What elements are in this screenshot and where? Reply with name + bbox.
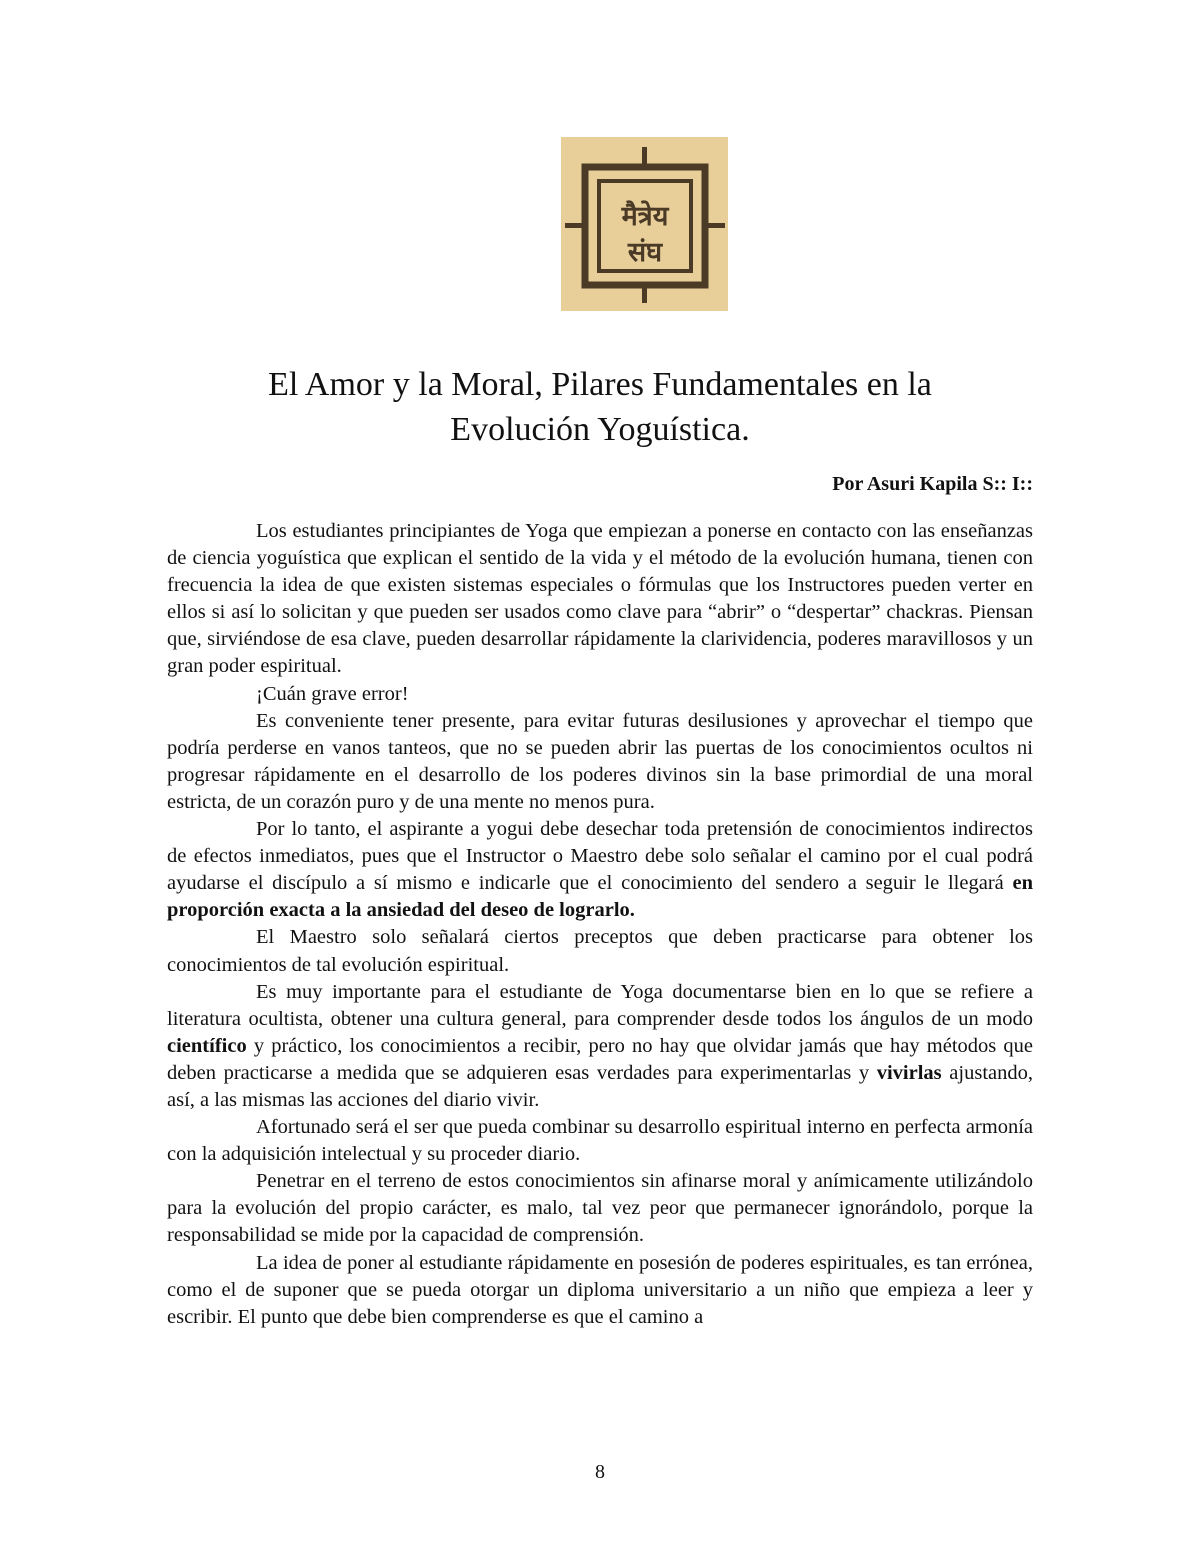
paragraph-2: ¡Cuán grave error! bbox=[256, 682, 409, 705]
article-body bbox=[167, 518, 1033, 1331]
paragraph-6-text-a: Es muy importante para el estudiante de Yoga documentarse bien en lo que se refiere a literatura ocultista, obtener una cultura general, para comprender desde todos los ángulos de un modo bbox=[167, 980, 1033, 1030]
title-line-2: Evolución Yoguística. bbox=[450, 411, 750, 448]
paragraph-7: Afortunado será el ser que pueda combinar su desarrollo espiritual interno en perfecta armonía con la adquisición intelectual y su proceder diario. bbox=[167, 1116, 1033, 1166]
paragraph-6-text-c: ajustando, así, a las mismas las acciones del diario vivir. bbox=[167, 1061, 1033, 1111]
paragraph-6-text-b: y práctico, los conocimientos a recibir, pero no hay que olvidar jamás que hay métodos que deben practicarse a medida que se adquieren esas verdades para experimentarlas y bbox=[167, 1034, 1033, 1084]
paragraph-6-emphasis-2: vivirlas bbox=[876, 1061, 942, 1084]
paragraph-6 bbox=[167, 979, 1033, 1114]
emblem-text-line1: मैत्रेय bbox=[621, 201, 669, 232]
paragraph-4-text: Por lo tanto, el aspirante a yogui debe desechar toda pretensión de conocimientos indirectos de efectos inmediatos, pues que el Instructor o Maestro debe solo señalar el camino por el cual podrá ayudarse el discípulo a sí mismo e indicarle que el conocimiento del sendero a seguir le llegará bbox=[167, 818, 1033, 895]
author-byline: Por Asuri Kapila S:: I:: bbox=[832, 473, 1033, 495]
document-title bbox=[150, 362, 1050, 452]
paragraph-5: El Maestro solo señalará ciertos preceptos que deben practicarse para obtener los conocimientos de tal evolución espiritual. bbox=[167, 926, 1033, 976]
title-line-1: El Amor y la Moral, Pilares Fundamentales en la bbox=[268, 366, 932, 403]
paragraph-1: Los estudiantes principiantes de Yoga que empiezan a ponerse en contacto con las enseñanzas de ciencia yoguística que explican el sentido de la vida y el método de la evolución humana, tienen con frecuencia la idea de que existen sistemas especiales o fórmulas que los Instructores pueden verter en ellos si así lo solicitan y que pueden ser usados como clave para “abrir” o “despertar” chackras. Piensan que, sirviéndose de esa clave, pueden desarrollar rápidamente la clarividencia, poderes maravillosos y un gran poder espiritual. bbox=[167, 520, 1033, 678]
paragraph-3: Es conveniente tener presente, para evitar futuras desilusiones y aprovechar el tiempo que podría perderse en vanos tanteos, que no se pueden abrir las puertas de los conocimientos ocultos ni progresar rápidamente en el desarrollo de los poderes divinos sin la base primordial de una moral estricta, de un corazón puro y de una mente no menos pura. bbox=[167, 709, 1033, 813]
paragraph-4 bbox=[167, 816, 1033, 924]
maitreya-sangha-emblem bbox=[561, 137, 728, 311]
paragraph-6-emphasis-1: científico bbox=[167, 1034, 247, 1057]
paragraph-4-emphasis: en proporción exacta a la ansiedad del deseo de lograrlo. bbox=[167, 872, 1033, 922]
emblem-text-line2: संघ bbox=[627, 237, 663, 268]
page-number: 8 bbox=[595, 1461, 605, 1483]
paragraph-9: La idea de poner al estudiante rápidamente en posesión de poderes espirituales, es tan errónea, como el de suponer que se pueda otorgar un diploma universitario a un niño que empieza a leer y escribir. El punto que debe bien comprenderse es que el camino a bbox=[167, 1251, 1033, 1328]
paragraph-8: Penetrar en el terreno de estos conocimientos sin afinarse moral y anímicamente utilizándolo para la evolución del propio carácter, es malo, tal vez peor que permanecer ignorándolo, porque la responsabilidad se mide por la capacidad de comprensión. bbox=[167, 1170, 1033, 1247]
